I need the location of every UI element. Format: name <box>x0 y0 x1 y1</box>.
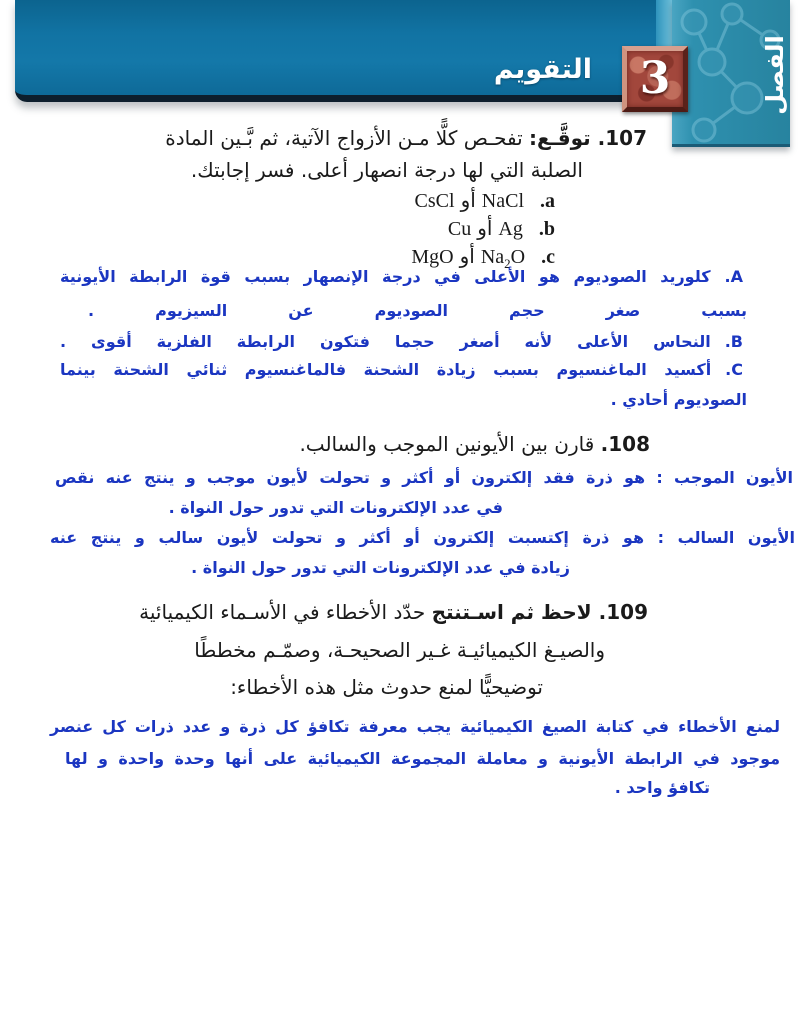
or-conjunction: أو <box>477 216 493 240</box>
answer-107c-line1: أكسيد الماغنسيوم بسبب زيادة الشحنة فالماغنسيوم ثنائي الشحنة بينما <box>60 360 712 379</box>
assessment-title: التقويم <box>493 54 592 85</box>
answer-108-line2: في عدد الإلكترونات التي تدور حول النواة . <box>168 498 503 517</box>
question-108-number: 108. <box>600 432 650 456</box>
question-109-line2: والصيـغ الكيميائيـة غـير الصحيحـة، وصمّـم مخططًا <box>194 638 605 662</box>
question-109-line3: توضيحيًّا لمنع حدوث مثل هذه الأخطاء: <box>230 675 543 699</box>
question-107-number-keyword: 107. توقَّـع: <box>529 126 647 150</box>
formula-na2o: $Na_2O$ <box>480 246 526 271</box>
answer-label-B: .B <box>724 332 743 351</box>
item-label-c: .c <box>541 246 555 268</box>
chapter-number: 3 <box>639 53 671 104</box>
chapter-number-box <box>622 46 688 112</box>
answer-109-line1: لمنع الأخطاء في كتابة الصيغ الكيميائية يجب معرفة تكافؤ كل ذرة و عدد ذرات كل عنصر <box>50 717 780 736</box>
question-107-text: تفحـص كلًّا مـن الأزواج الآتية، ثم بَّـين المادة <box>165 126 523 150</box>
item-label-a: .a <box>540 190 555 212</box>
answer-107a-line2: بسبب صغر حجم الصوديوم عن السيزيوم . <box>88 301 747 320</box>
chapter-strip-label: الفصل <box>761 35 789 115</box>
chapter-side-strip <box>672 0 790 147</box>
question-109-text: حدّد الأخطاء في الأسـماء الكيميائية <box>139 600 426 624</box>
formula-mgo: MgO <box>411 246 454 268</box>
answer-108-line4: زيادة في عدد الإلكترونات التي تدور حول النواة . <box>191 558 570 577</box>
question-108-line <box>299 430 650 459</box>
formula-nacl: NaCl <box>481 190 524 212</box>
answer-109-line3: تكافؤ واحد . <box>614 778 710 797</box>
or-conjunction: أو <box>460 188 476 212</box>
answer-107b-line1: النحاس الأعلى لأنه أصغر حجما فتكون الرابطة الفلزية أقوى . <box>60 332 711 351</box>
formula-ag: Ag <box>498 218 523 240</box>
answer-107b-row <box>60 331 743 353</box>
formula-cscl: CsCl <box>414 190 455 212</box>
assessment-header-band <box>15 0 667 102</box>
answer-label-C: .C <box>725 360 743 379</box>
formula-cu: Cu <box>447 218 472 240</box>
answer-107a-line1: كلوريد الصوديوم هو الأعلى في درجة الإنصهار بسبب قوة الرابطة الأيونية <box>60 267 711 286</box>
or-conjunction: أو <box>459 244 475 268</box>
answer-label-A: .A <box>724 267 743 286</box>
question-107-line1 <box>165 124 647 153</box>
answer-108-line3: الأيون السالب : هو ذرة إكتسبت إلكترون أو أكثر و تحولت لأيون سالب و ينتج عنه <box>50 528 795 547</box>
question-109-line1 <box>139 598 648 627</box>
answer-109-line2: موجود في الرابطة الأيونية و معاملة المجموعة الكيميائية على أنها وحدة واحدة و لها <box>65 749 780 768</box>
question-107-line2: الصلبة التي لها درجة انصهار أعلى. فسر إجابتك. <box>190 158 583 182</box>
answer-107c-line2: الصوديوم أحادي . <box>610 390 747 409</box>
question-108-text: قارن بين الأيونين الموجب والسالب. <box>299 432 595 456</box>
question-109-number-keyword: 109. لاحظ ثم اسـتنتج <box>431 600 648 624</box>
answer-107a-row <box>60 266 743 288</box>
item-label-b: .b <box>538 218 555 240</box>
answer-107c-row <box>60 359 743 381</box>
answer-108-line1: الأيون الموجب : هو ذرة فقد إلكترون أو أكثر و تحولت لأيون موجب و ينتج عنه نقص <box>55 468 793 487</box>
question-107-item-b <box>448 216 555 244</box>
question-107-item-a <box>415 188 555 216</box>
